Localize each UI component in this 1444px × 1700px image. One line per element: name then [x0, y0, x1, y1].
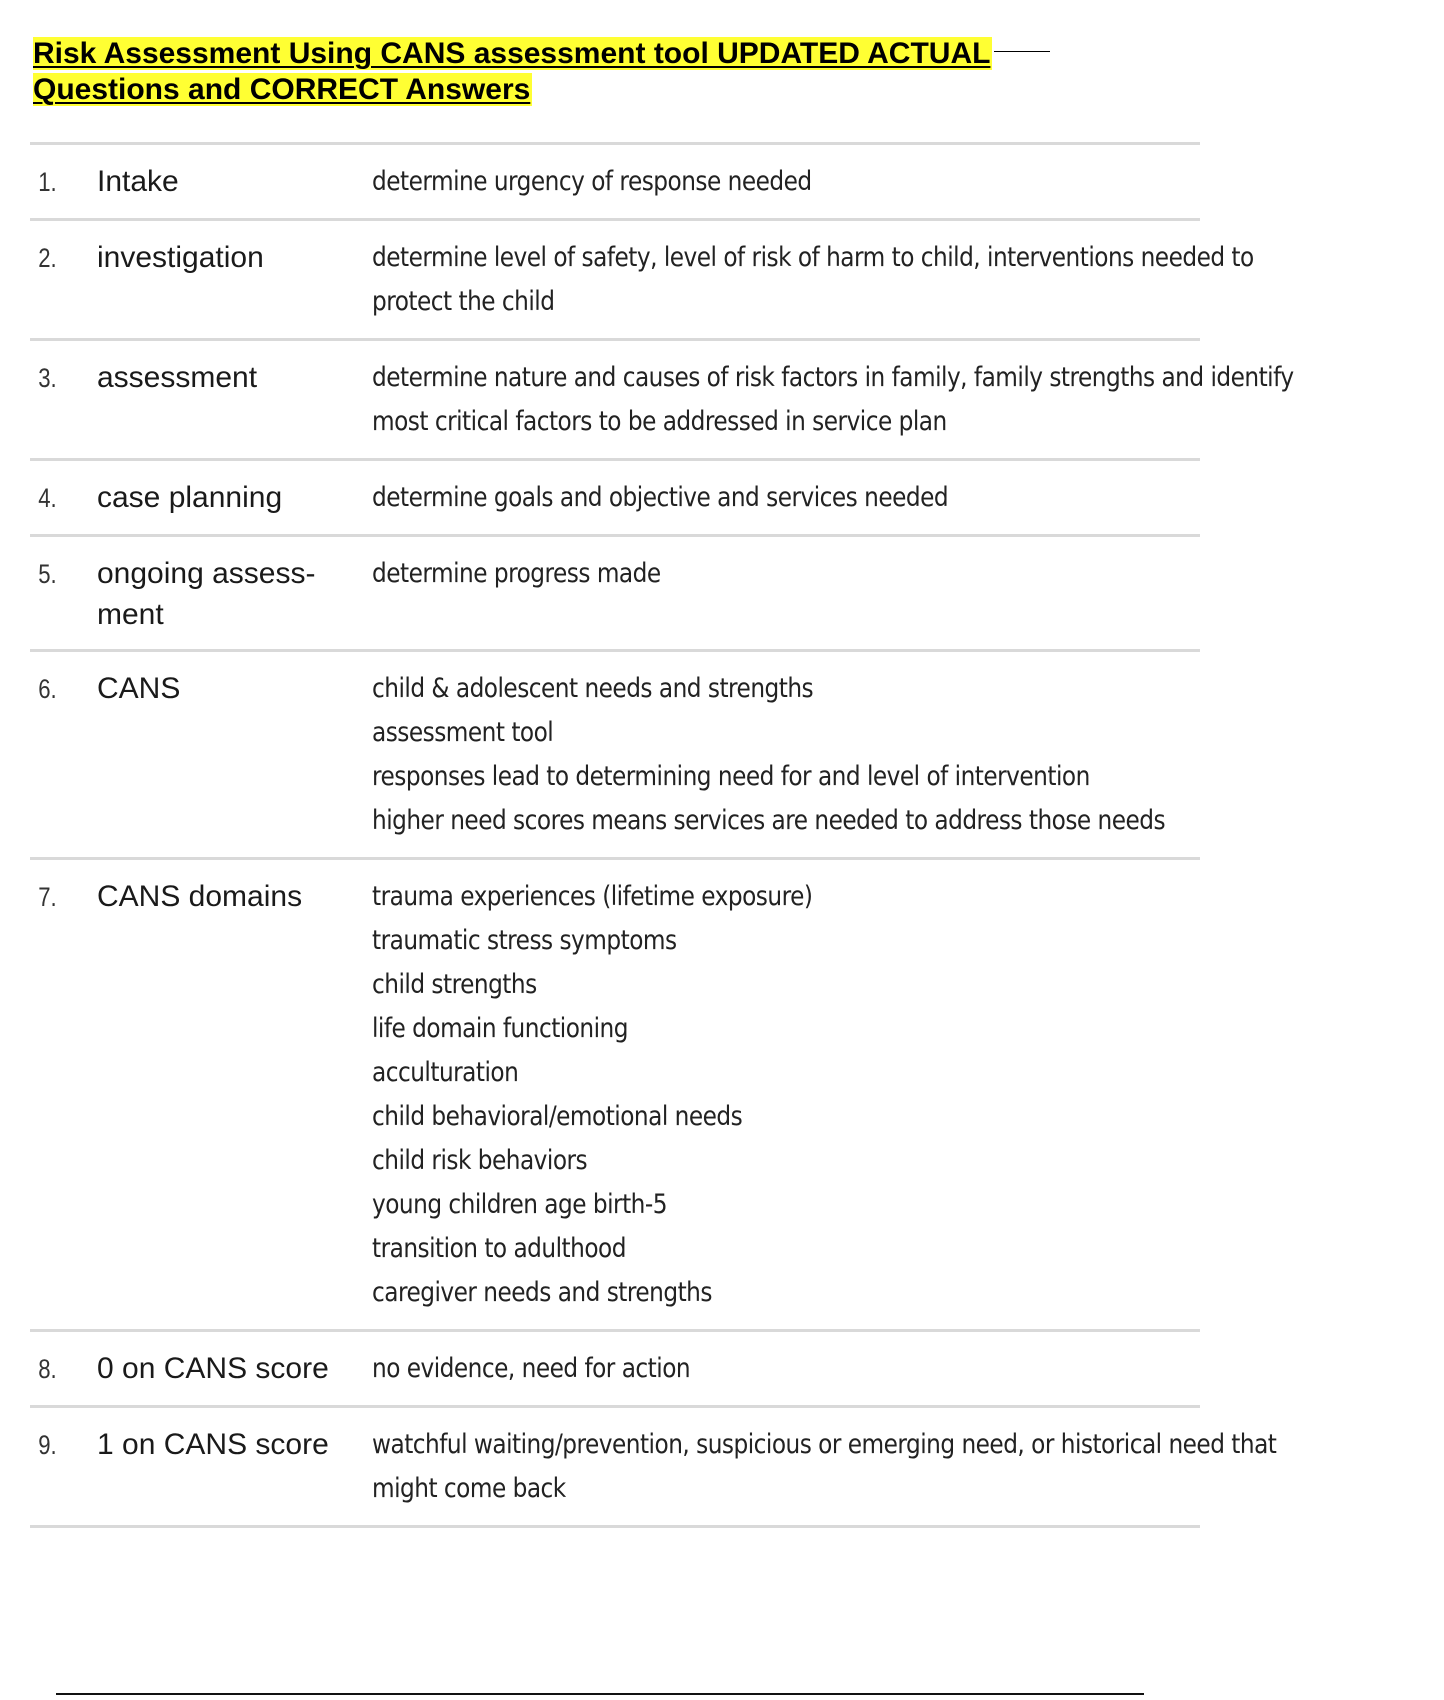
definition-line: determine nature and causes of risk factors in family, family strengths and identify [372, 362, 1294, 393]
definition-line: responses lead to determining need for and level of intervention [372, 761, 1090, 792]
definition-line: determine goals and objective and services needed [372, 482, 949, 513]
item-term: CANS domains [97, 880, 303, 913]
definition-line: acculturation [372, 1057, 519, 1088]
item-term [97, 552, 372, 635]
item-term: investigation [97, 241, 264, 274]
item-definition [372, 236, 1397, 324]
qa-row [30, 652, 1200, 860]
definition-line: assessment tool [372, 717, 554, 748]
qa-list [30, 142, 1294, 1528]
definition-line: child & adolescent needs and strengths [372, 673, 814, 704]
definition-line: caregiver needs and strengths [372, 1277, 712, 1308]
qa-row [30, 461, 1200, 537]
definition-line: most critical factors to be addressed in service plan [372, 406, 947, 437]
item-number: 1. [38, 167, 57, 197]
item-term: Intake [97, 165, 179, 198]
definition-line: life domain functioning [372, 1013, 628, 1044]
qa-row [30, 341, 1294, 461]
definition-line: might come back [372, 1473, 566, 1504]
item-definition [372, 1423, 1424, 1511]
item-number: 2. [38, 243, 57, 273]
item-definition [372, 1347, 1200, 1391]
item-number: 5. [38, 559, 57, 589]
qa-row [30, 145, 1200, 221]
definition-line: determine urgency of response needed [372, 166, 812, 197]
qa-row [30, 1408, 1277, 1528]
qa-row [30, 221, 1254, 341]
item-term: 0 on CANS score [97, 1352, 329, 1385]
qa-row [30, 537, 1200, 652]
item-definition [372, 667, 1294, 843]
item-number: 7. [38, 882, 57, 912]
title-trailing-rule [994, 51, 1050, 52]
item-definition [372, 356, 1444, 444]
item-term-line: ment [97, 598, 164, 631]
qa-row [30, 860, 1200, 1332]
definition-line: transition to adulthood [372, 1233, 626, 1264]
definition-line: traumatic stress symptoms [372, 925, 677, 956]
item-number: 6. [38, 674, 57, 704]
title-text [33, 36, 1143, 108]
title-line-2: Questions and CORRECT Answers [33, 73, 531, 106]
definition-line: child risk behaviors [372, 1145, 588, 1176]
qa-row [30, 1332, 1200, 1408]
definition-line: watchful waiting/prevention, suspicious or emerging need, or historical need that [372, 1429, 1277, 1460]
title-line-1: Risk Assessment Using CANS assessment tool UPDATED ACTUAL [33, 37, 991, 70]
definition-line: trauma experiences (lifetime exposure) [372, 881, 813, 912]
item-term: case planning [97, 481, 283, 514]
definition-line: determine level of safety, level of risk of harm to child, interventions needed to [372, 242, 1254, 273]
definition-line: protect the child [372, 286, 555, 317]
item-term: CANS [97, 672, 181, 705]
item-term: 1 on CANS score [97, 1428, 329, 1461]
item-definition [372, 875, 1200, 1315]
definition-line: child behavioral/emotional needs [372, 1101, 743, 1132]
item-term: assessment [97, 361, 258, 394]
item-number: 8. [38, 1354, 57, 1384]
definition-line: higher need scores means services are needed to address those needs [372, 805, 1166, 836]
item-number: 3. [38, 363, 57, 393]
item-number: 4. [38, 483, 57, 513]
definition-line: child strengths [372, 969, 537, 1000]
footer-rule [56, 1693, 1144, 1695]
item-term-line: ongoing assess- [97, 557, 316, 590]
item-definition [372, 160, 1200, 204]
definition-line: no evidence, need for action [372, 1353, 691, 1384]
definition-line: young children age birth-5 [372, 1189, 667, 1220]
document-title [33, 36, 1143, 108]
item-definition [372, 476, 1200, 520]
item-definition [372, 552, 1200, 596]
item-number: 9. [38, 1430, 57, 1460]
definition-line: determine progress made [372, 558, 661, 589]
